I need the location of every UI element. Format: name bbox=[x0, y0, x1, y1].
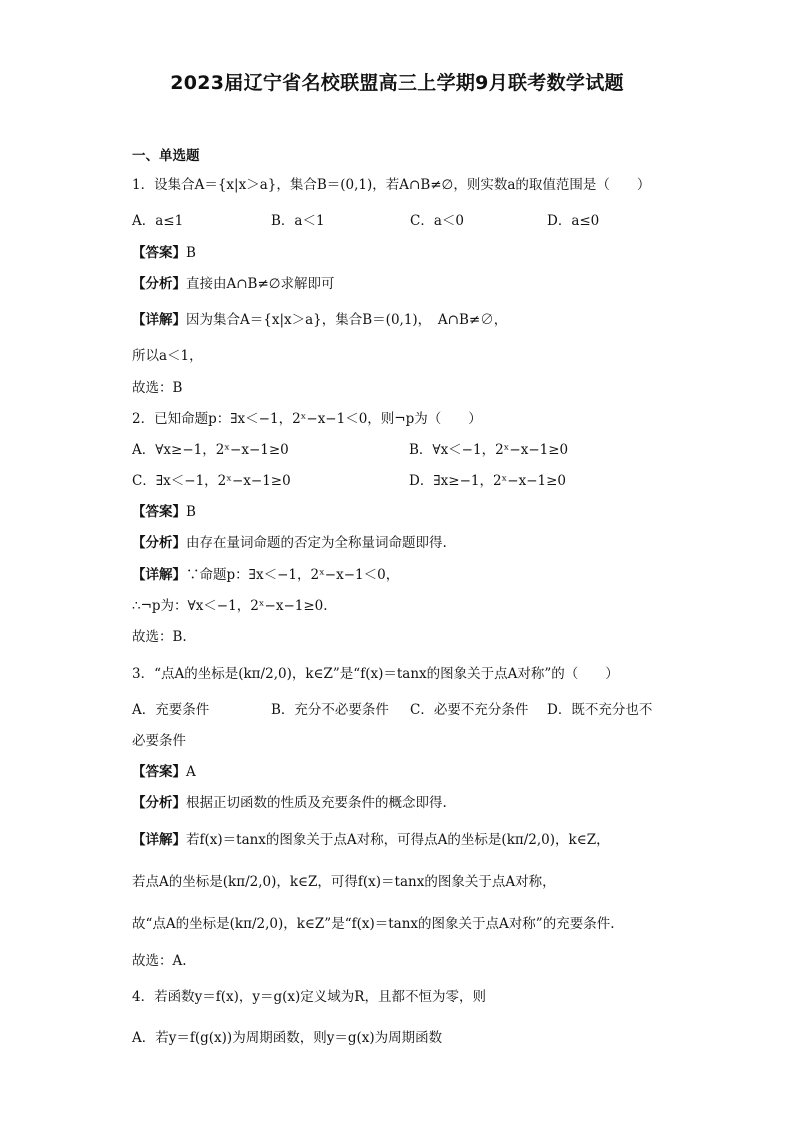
q3-option-d: D．既不充分也不 bbox=[547, 702, 653, 718]
q4-stem: 4．若函数y＝f(x)，y＝g(x)定义域为R，且都不恒为零，则 bbox=[132, 989, 486, 1005]
q3-option-b: B．充分不必要条件 bbox=[271, 702, 389, 718]
q2-stem: 2．已知命题p：∃x＜−1，2ˣ−x−1＜0，则¬p为（ ） bbox=[132, 411, 482, 427]
q1-option-b: B．a＜1 bbox=[271, 213, 325, 229]
detail-tag: 【详解】 bbox=[132, 567, 186, 583]
q3-analysis bbox=[132, 793, 672, 813]
answer-tag: 【答案】 bbox=[132, 245, 186, 261]
q2-option-a: A．∀x≥−1，2ˣ−x−1≥0 bbox=[132, 442, 289, 458]
detail-tag: 【详解】 bbox=[132, 312, 186, 328]
q3-choose: 故选：A. bbox=[132, 953, 187, 969]
q4-option-a: A．若y＝f(g(x))为周期函数，则y＝g(x)为周期函数 bbox=[132, 1030, 443, 1046]
detail-text: ∵命题p：∃x＜−1，2ˣ−x−1＜0， bbox=[186, 567, 400, 583]
detail-text: 若f(x)＝tanx的图象关于点A对称，可得点A的坐标是(kπ/2,0)，k∈Z， bbox=[186, 832, 610, 848]
q2-option-c: C．∃x＜−1，2ˣ−x−1≥0 bbox=[132, 473, 291, 489]
analysis-text: 根据正切函数的性质及充要条件的概念即得. bbox=[186, 795, 447, 811]
q1-option-a: A．a≤1 bbox=[132, 213, 184, 229]
q2-answer bbox=[132, 502, 672, 522]
q1-stem: 1．设集合A＝{x|x＞a}，集合B＝(0,1)，若A∩B≠∅，则实数a的取值范围是（ ） bbox=[132, 177, 651, 193]
q3-answer bbox=[132, 762, 672, 782]
q1-detail-2: 所以a＜1， bbox=[132, 348, 203, 364]
analysis-tag: 【分析】 bbox=[132, 535, 186, 551]
q2-analysis bbox=[132, 533, 672, 553]
answer-value: B bbox=[186, 245, 196, 261]
analysis-tag: 【分析】 bbox=[132, 795, 186, 811]
q1-analysis bbox=[132, 274, 672, 294]
q2-detail bbox=[132, 565, 672, 585]
answer-tag: 【答案】 bbox=[132, 504, 186, 520]
page-title: 2023届辽宁省名校联盟高三上学期9月联考数学试题 bbox=[170, 72, 624, 94]
analysis-text: 直接由A∩B≠∅求解即可 bbox=[186, 276, 335, 292]
q1-detail bbox=[132, 310, 672, 330]
q2-choose: 故选：B. bbox=[132, 629, 187, 645]
q1-choose: 故选：B bbox=[132, 380, 183, 396]
detail-tag: 【详解】 bbox=[132, 832, 186, 848]
answer-value: A bbox=[186, 764, 196, 780]
answer-tag: 【答案】 bbox=[132, 764, 186, 780]
q3-option-c: C．必要不充分条件 bbox=[410, 702, 529, 718]
analysis-text: 由存在量词命题的否定为全称量词命题即得. bbox=[186, 535, 447, 551]
analysis-tag: 【分析】 bbox=[132, 276, 186, 292]
q3-stem: 3．“点A的坐标是(kπ/2,0)，k∈Z”是“f(x)＝tanx的图象关于点A对称”的（ ） bbox=[132, 666, 619, 682]
q1-answer bbox=[132, 243, 672, 263]
q2-option-b: B．∀x＜−1，2ˣ−x−1≥0 bbox=[409, 442, 569, 458]
q2-detail-2: ∴¬p为：∀x＜−1，2ˣ−x−1≥0. bbox=[132, 598, 328, 614]
q3-detail-2: 若点A的坐标是(kπ/2,0)，k∈Z，可得f(x)＝tanx的图象关于点A对称， bbox=[132, 874, 556, 890]
q1-option-d: D．a≤0 bbox=[547, 213, 600, 229]
q3-detail bbox=[132, 830, 672, 850]
q2-option-d: D．∃x≥−1，2ˣ−x−1≥0 bbox=[409, 473, 567, 489]
q3-option-a: A．充要条件 bbox=[132, 702, 210, 718]
q3-option-d-continued: 必要条件 bbox=[132, 733, 186, 749]
q1-option-c: C．a＜0 bbox=[410, 213, 464, 229]
q3-detail-3: 故“点A的坐标是(kπ/2,0)，k∈Z”是“f(x)＝tanx的图象关于点A对称”的充要条件. bbox=[132, 916, 615, 932]
section-heading: 一、单选题 bbox=[132, 148, 200, 164]
detail-text: 因为集合A＝{x|x＞a}，集合B＝(0,1)， A∩B≠∅， bbox=[186, 312, 508, 328]
answer-value: B bbox=[186, 504, 196, 520]
